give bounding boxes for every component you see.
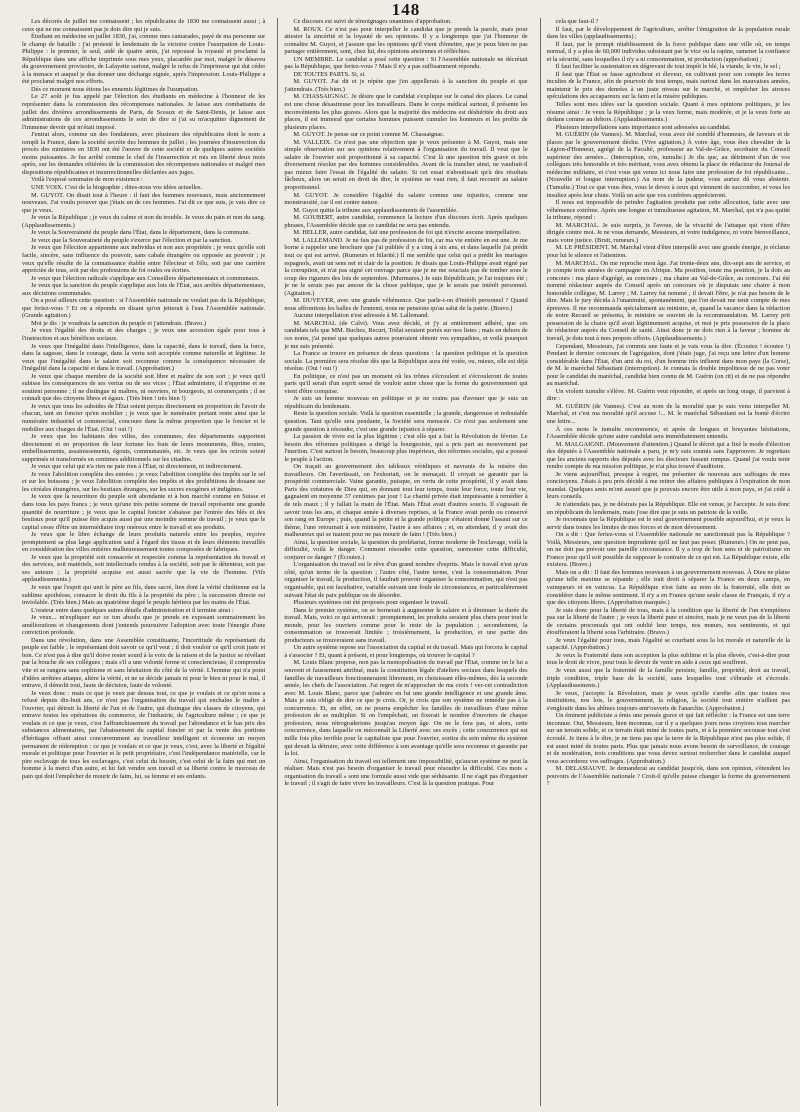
paragraph: Voilà l'exposé sommaire de mon existence : bbox=[31, 176, 143, 184]
paragraph: Je veux que les habitants des villes, des communes, des départements supportent directement et en proportion de leur fortune les frais de leurs monuments, fêtes, routes, embellissements, assainissements, égouts, communautés, etc. Je veux que les octrois soient supprimés et transformés en centimes additionnels sur les citadins. bbox=[22, 433, 266, 463]
paragraph: L'organisation du travail est le rêve d'un grand nombre d'esprits. Mais le travail n'est qu'un côté, qu'un terme de la question ; l'autre côté, l'autre terme, c'est la consommation. Pour organiser le travail, la production, il faudrait pouvoir organiser la consommation, qui n'est pas organisable, qui est facultative, variable suivant une foule de circonstances, et particulièrement suivant l'état de paix publique ou de désordre. bbox=[284, 561, 528, 599]
paragraph: Je veux que l'élection appartienne aux individus et non aux propriétés ; je veux qu'elle soit facile, sincère, sans influence du pouvoir, sans cabale étrangère ou opposée au pouvoir ; je veux qu'elle résulte de la connaissance établie entre l'électeur et l'élu, soit par une carrière appréciée de tous, soit par des professions de foi orales ou écrites. bbox=[22, 244, 266, 275]
paragraph: Je veux que l'esprit qui unit le père au fils, dans sacré, lien dont la vérité chrétienne est la sublime apothéose, consacre le droit du fils à la propriété du père ; la succession directe est inviolable. (Très bien.) Mais au quatrième degré le peuple héritera par les mains de l'État. bbox=[22, 584, 266, 607]
paragraph: Je veux que celui qui n'a rien ne paie rien à l'État, ni directement, ni indirectement. bbox=[31, 463, 243, 471]
paragraph: M. ROUX. Ce n'est pas pour interpeller le candidat que je prends la parole, mais pour attester la sincérité et la loyauté de ses opinions. Il y a longtemps que j'ai l'honneur de connaître M. Guyot, et j'assure que les opinions qu'il vient d'émettre, que je peux bien ne pas partager entièrement, sont, chez lui, des opinions anciennes et réfléchies. bbox=[284, 25, 528, 56]
text-columns bbox=[22, 18, 790, 1106]
paragraph: UNE VOIX. C'est de la biographie ; dites-nous vos idées actuelles. bbox=[31, 184, 203, 192]
paragraph: Je veux que tous les subsides de l'État soient perçus directement en proportion de l'avoir de chacun, tant en foncier qu'en mobilier ; je veux que le numéraire portant rente ainsi que le numéraire industriel et commercial, concoure dans la même proportion que le foncier et le mobilier aux charges de l'État. (Oui ! oui !) bbox=[22, 402, 266, 433]
paragraph: M. GUÉRIN (de Vannes). C'est au nom de la moralité que je suis venu interpeller M. Marchal, et c'est ma moralité qu'il accuse !... M. le maréchal Sébastiani est la bonté d'écrire une lettre... bbox=[546, 402, 790, 425]
paragraph: M. CHASSAIGNAC. Je désire que le candidat s'explique sur le canal des places. Le canal est une chose désastreuse pour les travailleurs. Dans le corps médical surtout, il présente les inconvénients les plus graves. Alors que la majorité des médecins est déshéritée du droit aux places, il est immoral que certains hommes puissent cumuler les honneurs et les profits de plusieurs places. bbox=[284, 93, 528, 131]
paragraph: Je veux l'abolition complète des entrées ; je veux l'abolition complète des impôts sur le sel et sur les boissons ; je veux l'abolition complète des impôts et des prohibitions de douane sur les céréales étrangères, sur les bestiaux étrangers, sur les sucres exogènes et indigènes. bbox=[22, 470, 266, 493]
column-right bbox=[540, 18, 790, 1106]
paragraph: Je veux la République ; je veux du calme et non du trouble. Je veux du pain et non du sang. (Applaudissements.) bbox=[22, 214, 266, 229]
paragraph: Je suis un homme nouveau en politique et je ne crains pas d'avouer que je suis un républicain du lendemain. bbox=[284, 395, 528, 410]
paragraph: Il faut que l'État se fasse agriculteur et éleveur, en cultivant pour son compte les terres incultes de la France, afin de pourvoir de tout temps, mais surtout dans les mauvaises années, maintenir le prix des denrées à un juste niveau sur le marché, et empêcher les atroces spéculations des accapareurs sur la faim et la misère publiques. bbox=[546, 70, 790, 101]
paragraph: La passion de vivre est la plus légitime ; c'est elle qui a fait la Révolution de février. Le besoin des réformes politiques a dirigé la bourgeoisie, qui a pris part au mouvement par l'inertion. C'est surtout le besoin, beaucoup plus impérieux, des réformes sociales, qui a poussé le peuple à l'action. bbox=[284, 433, 528, 463]
paragraph: M. GUYOT. Je pense sur ce point comme M. Chassaignac. bbox=[293, 131, 445, 139]
paragraph: M. HELLER, autre candidat, fait une profession de foi qui n'excite aucune interpellation. bbox=[293, 229, 521, 237]
page-number: 148 bbox=[391, 0, 421, 19]
paragraph: M. MARCHAL (de Calvi). Vous avez décidé, et j'y ai entièrement adhéré, que ces candidats tels que MM. Buchez, Recurt, Trélat seraient portés sur nos listes ; mais en dehors de ces noms, j'ai pensé que quelques autres pourraient obtenir vos sympathies, et voilà pourquoi je me suis présenté. bbox=[284, 319, 528, 350]
paragraph: Ainsi, l'organisation du travail est tellement une impossibilité, qu'aucun système ne peut la réaliser. Mais n'est pas besoin d'organiser le travail pour résoudre la difficulté. Ces mots « organisation du travail » sont une formule aussi vide que séduisante. Il ne s'agit pas d'organiser le travail ; il s'agit de faire vivre les travailleurs. C'est là la question pratique. Pour bbox=[284, 757, 528, 788]
paragraph: Cependant, Messieurs, j'ai commis une faute et je vais vous la dire. (Écoutez ! écoutez !) Pendant le dernier concours de l'agrégation, dont j'étais juge, j'ai reçu une lettre d'un homme considérable dans l'État, d'un ami du roi, d'un homme très influent dans mon pays (la Corse), de M. le maréchal Sébastiani (interruption). Je connais la double impolitesse de ne pas voter pour le candidat du maréchal, candidat bien connu de M. Guérin (on rit) et de ne pas répondre au maréchal. bbox=[546, 342, 790, 388]
paragraph: Je veux la Fraternité dans son acception la plus sublime et la plus élevée, c'est-à-dire pour tous le droit de vivre, pour tous le devoir de venir en aide à ceux qui souffrent. bbox=[546, 651, 790, 667]
paragraph: M. GOUBERT, autre candidat, commence la lecture d'un discours écrit. Après quelques phrases, l'Assemblée décide que ce candidat ne sera pas entendu. bbox=[284, 214, 528, 229]
paragraph: Je veux que la nourriture du peuple soit abondante et à bon marché comme en Suisse et dans tous les pays francs ; je veux qu'une très petite somme de travail représente une grande quantité de nourriture ; je veux que le capital foncier s'abaisse par l'entrée des blés et des bestiaux pour qu'il puisse être acquis aussi par une moindre somme de travail ; je veux que le capital cesse d'être un intermédiaire trop onéreux entre le travail et ses produits. bbox=[22, 493, 266, 531]
paragraph: M. GUÉRIN (de Vannes). M. Marchal, vous avez été comblé d'honneurs, de faveurs et de places par le gouvernement déchu. (Vive agitation.) À votre âge, vous êtes chevalier de la Légion-d'Honneur, agrégé de la Faculté, professeur au Val-de-Grâce, secrétaire du Conseil supérieur des armées... (Interruption, cris, tumulte.) Je dis que, au détriment d'un de vos collègues très honorable et très méritant, vous avez obtenu la place de rédacteur du Journal de médecine militaire, et c'est vous qui venez ici nous faire une profession de foi républicaine... (Nouvelle et longue interruption.) Au nom de la pudeur, vous auriez dû vous abstenir. (Tumulte.) Tout ce que vous êtes, vous le devez à ceux qui viennent de succomber, et vous les insultez après leur chute. Voilà un acte que vos confrères apprécieront. bbox=[546, 131, 790, 199]
paragraph: Il faut, par le prompt rétablissement de la force publique dans une ville où, en temps normal, il y a plus de 60,000 individus subsistant par le vice ou la rapine, ramener la confiance et la sécurité, sans lesquelles il n'y a ni consommation, ni production (approbation) ; bbox=[546, 40, 790, 63]
paragraph: Ce discours est suivi de témoignages unanimes d'approbation. bbox=[293, 18, 452, 25]
paragraph: Un autre système repose sur l'association du capital et du travail. Mais qui forcera le capital à s'associer ? Et, quant à présent, et pour longtemps, où trouver le capital ? bbox=[284, 644, 528, 659]
paragraph: M. GUYOT. J'ai dit et je répète que j'en appellerais à la sanction du peuple et que j'attendrais. (Très bien.) bbox=[284, 78, 528, 93]
paragraph: Je veux que l'inégalité dans l'intelligence, dans la capacité, dans le travail, dans la force, dans la sagesse, dans le courage, dans la vertu soit acceptée comme naturelle et légitime. Je veux que l'inégalité dans le salaire soit reconnue comme la conséquence nécessaire de l'inégalité dans la capacité et dans le travail. (Approbation.) bbox=[22, 342, 266, 373]
paragraph: M. LALLEMAND. Je ne fais pas de profession de foi, car ma vie entière en est une. Je me borne à rappeler une brochure que j'ai publiée il y a cinq à six ans, et dans laquelle j'ai prédit tout ce qui est arrivé. (Rumeurs et hilarité.) Il me semble que celui qui a prédit les mariages espagnols, avait un sens net et clair de la position. Je disais que Louis-Philippe avait régné par la corruption, et n'ai pas signé cet ouvrage parce que je ne me souciais pas de tomber sous le coup des rigueurs des lois de septembre. (Murmures.) Je suis Républicain, je l'ai toujours été ; je ne le serais pas par amour de la chose publique, que je le serais par intérêt personnel. (Agitation.) bbox=[284, 236, 528, 297]
paragraph: Étudiant en médecine en juillet 1830, j'ai, comme mes camarades, payé de ma personne sur le champ de bataille : j'ai protesté le lendemain de la victoire contre l'usurpation de Louis-Philippe : le premier, le seul, aidé de quatre amis, j'ai repoussé la royauté et proclamé la République dans une affiche imprimée sous mes yeux, placardée par moi, malgré le désaveu du gouvernement provisoire, de Lafayette surtout, malgré le refus de l'imprimeur qui dut céder à la menace et auquel je dus donner une décharge signée, après l'impression. Louis-Philippe a été proclamé malgré nos efforts. bbox=[22, 33, 266, 86]
paragraph: DE TOUTES PARTS. Si, si. bbox=[293, 70, 366, 78]
column-left bbox=[22, 18, 265, 1106]
paragraph: Aucune interpellation n'est adressée à M. Lallemand. bbox=[293, 312, 429, 320]
paragraph: Un éminent publiciste a émis une pensée grave et qui fait réfléchir : la France est une terre inconnue. Oui, Messieurs, bien inconnue, car il y a quelques jours nous croyions tous marcher sur un terrain solide, et ce terrain était miné de toutes parts, et à la première secousse tout s'est écroulé. Je tiens à le dire, je ne tiens pas que la terre de la République n'est pas plus solide, il est aussi miné de toutes parts. Plus que jamais nous avons besoin de surveillance, de courage et de modération, trois conditions que vous devez surtout rechercher dans le candidat auquel vous accorderez vos suffrages. (Approbation.) bbox=[546, 712, 790, 765]
paragraph: M. MARCHAL. Je suis surpris, je l'avoue, de la vivacité de l'attaque qui vient d'être dirigée contre moi. Je ne vous demande, Messieurs, ni votre indulgence, ni votre bienveillance, mais votre justice. (Bruit, rumeurs.) bbox=[546, 221, 790, 244]
paragraph: Il faut faciliter la sustentation en dégrevant de tout impôt le blé, la viande, le vin, le sel ; bbox=[555, 63, 781, 71]
paragraph: Je viens aujourd'hui, presque à regret, me présenter de nouveau aux suffrages de mes concitoyens. J'étais à peu près décidé à me retirer des affaires publiques à l'expiration de mon mandat. Quelques amis m'ont assuré que je pouvais encore être utile à mon pays, et j'ai cédé à leurs conseils. bbox=[546, 470, 790, 501]
paragraph: Je veux que l'élection radicale s'applique aux Conseillers départementaux et communaux. bbox=[31, 274, 260, 282]
paragraph: L'orateur entre dans quelques autres détails d'administration et il termine ainsi : bbox=[31, 606, 234, 614]
paragraph: J'entrai alors, comme un des fondateurs, avec plusieurs des républicains dont le nom a rempli la France, dans la société secrète des hommes de juillet ; les journées d'insurrection du procès des ministres en 1830 ont été l'œuvre de cette société et de quelques autres sociétés moins puissantes. Je fus arrêté comme le chef de l'insurrection et mis en liberté deux mois après, sur les demandes réitérées de la commission des récompenses nationales et malgré mes dispositions républicaines et insurrectionnelles déclarées aux juges. bbox=[22, 131, 266, 176]
paragraph: M. MALGAIGNE. (Mouvement d'attention.) Quand le décret qui a fixé le mode d'élection des députés à l'Assemblée nationale a paru, je m'y suis soumis sans l'approuver. Je regrettais que les anciens rapports des députés avec les électeurs fussent rompus. Quand j'ai voulu tenir rendre compte de ma mission politique, je n'ai plus trouvé d'auditoire. bbox=[546, 440, 790, 471]
paragraph: Telles sont mes idées sur la question sociale. Quant à mes opinions politiques, je les résume ainsi : Je veux la République ; je la veux ferme, mais modérée, et je la veux forte au dedans comme au dehors. (Applaudissements.) bbox=[546, 101, 790, 124]
paragraph: Plusieurs interpellations sans importance sont adressées au candidat. bbox=[555, 123, 731, 131]
column-middle bbox=[277, 18, 527, 1106]
paragraph: Je veux que le libre échange de leurs produits naturels entre les peuples, reçoive promptement sa plus large application sauf à l'égard des tissus et de leurs éléments travaillés en considération des villes entières malheureusement toutes composées de fabriques. bbox=[22, 531, 266, 554]
paragraph: Mais on a dit : Il faut des hommes nouveaux à un gouvernement nouveau. À Dieu ne plaise qu'une telle maxime se répande ; elle irait droit à séparer la France en deux camps, en vainqueurs et en vaincus. La République n'est faite au nom de la fraternité, elle doit se considérer dans le même sentiment. Il n'y a en France qu'une seule classe de Français, il n'y a que des citoyens libres. (Approbation marquée.) bbox=[546, 568, 790, 607]
paragraph: M. VALLEIX. Ce n'est pas une objection que je veux présenter à M. Guyot, mais une simple observation sur ses opinions relativement à l'organisation du travail. Il veut que le salaire de l'ouvrier soit proportionné à sa capacité. C'est là une question très grave et très diversement résolue par des hommes considérables. Avant de la trancher ainsi, ne vaudrait-il pas mieux faire l'essai de l'égalité du salaire. Si cet essai n'aboutissait qu'à des résultats fâcheux, alors on serait en droit de dire, le système ne vaut rien, il faut recourir au salaire proportionnel. bbox=[284, 138, 528, 192]
paragraph: M. DELASIAUVE. Je demanderai au candidat jusqu'où, dans son opinion, s'étendent les pouvoirs de l'Assemblée nationale ? Croit-il qu'elle puisse changer la forme du gouvernement ? bbox=[546, 765, 790, 788]
paragraph: cela que faut-il ? bbox=[555, 18, 599, 25]
paragraph: Je veux, j'accepte la Révolution, mais je veux qu'elle s'arrête afin que toutes nos institutions, nos lois, le gouvernement, la religion, la société tout entière n'aillent pas s'engloutir dans les abîmes toujours entr'ouverts de l'anarchie. (Approbation.) bbox=[546, 689, 790, 712]
paragraph: Je veux aussi que la fraternité de la famille persiste, famille, propriété, droit au travail, triple condition, triple base de la société, sans lesquelles tout s'ébranle et s'écroule. (Applaudissements.) bbox=[546, 667, 790, 690]
paragraph: Je veux l'égalité des droits et des charges ; je veux une accession égale pour tous à l'instruction et aux bénéfices sociaux. bbox=[22, 327, 266, 342]
paragraph: Dans une révolution, dans une Assemblée constituante, l'incertitude du représentant du peuple est faible ; le représentant doit savoir ce qu'il veut ; il doit vouloir ce qu'il croit juste et bon. Ce n'est pas à dire qu'il doive rester sourd à la voix de la raison et de la justice se révélant par la bouche de ses collègues ; mais s'il a une volonté ferme et consciencieuse, il comprendra vite et se rangera sans sophisme et sans hésitation du côté de la vérité. L'homme qui n'a point d'idées arrêtées attaque, altère la vérité, et ne se décide jamais ni pour le bien ni pour le mal, il entrave, il démolit tout, faute de décision, faute de volonté. bbox=[22, 636, 266, 690]
paragraph: Un violent tumulte s'élève. M. Guérin veut répondre, et après un long orage, il parvient à dire : bbox=[546, 387, 790, 403]
paragraph: M. GUYOT. On disait tout à l'heure : il faut des hommes nouveaux, mais anciennement nouveaux. J'ai voulu prouver que j'étais un de ces hommes. J'ai dit ce que suis, je vais dire ce que je veux. bbox=[22, 191, 266, 214]
paragraph: UN MEMBRE. Le candidat a posé cette question : Si l'Assemblée nationale ne décrétait pas la République, que feriez-vous ? Mais il n'y a pas suffisamment répondu. bbox=[284, 55, 528, 71]
paragraph: M. LE PRÉSIDENT. M. Marchal vient d'être interpellé avec une grande énergie, je réclame pour lui le silence et l'attention. bbox=[546, 244, 790, 259]
paragraph: Plusieurs systèmes ont été proposés pour organiser le travail. bbox=[293, 599, 449, 607]
paragraph: Je n'attendais pas, je ne désirais pas la République. Elle est venue, je l'accepte. Je suis donc un républicain du lendemain, mais j'ose dire que je suis un patriote de la veille. bbox=[546, 501, 790, 516]
paragraph: M. MARCHAL. On me reproche mon âge. J'ai trente-deux ans, dix-sept ans de service, et je compte trois années de campagne en Afrique. Ma position, toute ma position, je la dois au concours : ma place d'agrégé, au concours ; ma chaire au Val-de-Grâce, au concours. J'ai été nommé rédacteur auprès du Conseil après un concours où je disputais une chaire à mon honorable collègue, M. Larrey ; M. Larrey fut nommé ; il devait l'être, je n'ai pas besoin de le dire. Mais le jury décida à l'unanimité, spontanément, que l'on devait me tenir compte de mes épreuves. Il me recommanda spécialement au ministre, et, quand la vacance dans la rédaction de notre Recueil se présenta, le ministre se souvint de la recommandation. M. Larrey prit possession de la chaire qu'il avait légitimement acquise, et moi je pris possession de la place de rédacteur auprès du Conseil de santé. Ainsi donc je ne dois rien à la faveur ; homme de travail, je dois tout à mes propres efforts. (Applaudissements.) bbox=[546, 259, 790, 342]
paragraph: Il faut, par le développement de l'agriculture, arrêter l'émigration de la population rurale dans les villes (applaudissements) ; bbox=[546, 25, 790, 41]
paragraph: M. GUYOT. Je considère l'égalité du salaire comme une injustice, comme une monstruosité, car il est contre nature. bbox=[284, 191, 528, 207]
paragraph: À ces mots le tumulte recommence, et après de longues et bruyantes hésitations, l'Assemblée décide qu'une autre candidat sera immédiatement entendu. bbox=[546, 425, 790, 441]
paragraph: M. Guyot quitte la tribune aux applaudissements de l'assemblée. bbox=[293, 206, 458, 214]
paragraph: On a posé ailleurs cette question : si l'Assemblée nationale ne voulait pas de la République, que feriez-vous ? Et on a répondu en disant qu'on jetterait à l'eau l'Assemblée nationale. (Grande agitation.) bbox=[22, 297, 266, 320]
paragraph: Je veux que la sanction du peuple s'applique aux lois de l'État, aux arrêtés départementaux, aux décisions communales. bbox=[22, 282, 266, 297]
paragraph: On a dit : Que feriez-vous si l'Assemblée nationale ne sanctionnait pas la République ? Voilà, Messieurs, une question imprudente qu'il ne faut pas poser. (Rumeurs.) On ne peut pas, on ne doit pas prévoir une pareille circonstance. Il y a trop de bon sens et de patriotisme en France pour qu'il soit possible de supposer le contraire de ce qui est. La République existe, elle existera. (Bravo.) bbox=[546, 531, 790, 569]
paragraph: On traçait au gouvernement des tableaux véridiques et navrants de la misère des travailleurs. On l'avertissait, on l'exhortait, on le menaçait. Il croyait se garantir par la prospérité commerciale. Vaine garantie, puisque, en vertu de cette prospérité, il y avait dans Paris des créatures de Dieu qui, en donnant tout leur temps, toute leur force, toute leur vie, gagnaient en moyenne 37 centimes par jour ! La charité privée était impuissante à remédier à de tels maux ; il y fallait la main de l'État. Mais l'État avait d'autres soucis. Il s'agissait de savoir tous les ans, et chaque année à diverses reprises, si la France avait perdu ou conservé son rang en Europe ; puis, quand la petite et la grande politique s'étaient donné l'assaut sur ce thème, l'une retournait à son ministère, l'autre à ses affaires ; et, en attendant, il y avait des malheureux qui se tuaient pour ne pas mourir de faim ! (Très bien.) bbox=[284, 463, 528, 539]
paragraph: Les décorés de juillet me connaissent ; les républicains de 1830 me connaissent aussi ; à ceux qui ne me connaissent pas je dois dire qui je suis. bbox=[22, 18, 266, 33]
paragraph: M. DUVEYER, avec une grande véhémence. Que parle-t-on d'intérêt personnel ? Quand nous affrontions les balles de l'ennemi, nous ne pensions qu'au salut de la patrie. (Bravo.) bbox=[284, 297, 528, 312]
paragraph: Ainsi, la question sociale, la question du prolétariat, forme moderne de l'esclavage, voilà la difficulté, voilà le danger. Comment résoudre cette question, surmonter cette difficulté, conjurer ce danger ? (Écoutez.) bbox=[284, 538, 528, 561]
paragraph: Je veux... m'expliquer sur ce ton absolu que je prends en exposant sommairement les améliorations et changements dont j'entends poursuivre l'adoption avec toute l'énergie d'une conviction profonde. bbox=[22, 614, 266, 637]
paragraph: M. Louis Blanc propose, non pas la monopolisation du travail par l'État, comme on le lui a souvent et faussement attribué, mais la constitution légale d'ateliers sociaux dans lesquels des familles de travailleurs fonctionneraient librement, en choisissant elles-mêmes, dès la seconde année, les chefs de l'association. J'ai regret de m'approcher de ma croix ! ver-cet contradiction avec M. Louis Blanc, parce que j'admire en lui une grande intelligence et une grande âme. Mais je suis obligé de dire ce que je crois. Or, je crois que son système ne remédie pas à la concurrence. Et, en effet, on ne pourra empêcher les familles de travailleurs d'une même profession de se multiplier. Si on l'empêchait, on fixerait le nombre d'ouvriers de chaque profession, nous rétrograderions jusqu'au moyen âge. On ne le fera pas, et alors, cette concurrence, dans laquelle on méconnaît la Liberté avec ses excès ; cette concurrence qui est mille fois plus terrible pour le capitaliste que pour l'ouvrier, sortira du sein même du système qui devait la détruire, avec cette différence à son avantage qu'elle sera reconnue et garantie par la loi. bbox=[284, 659, 528, 758]
paragraph: Je veux donc : mais ce que je veux par dessus tout, ce que je voulais et ce qu'on nous a refusé depuis dix-huit ans, ce n'est pas l'organisation du travail qui enchaîne le maître à l'ouvrier, qui détruit la liberté de l'un et de l'autre, qui distingue des classes de citoyens, qui entrave toutes les opérations du commerce, de l'industrie, de l'agriculture même ; ce que je voulais et ce que je veux, c'est l'affranchissement du travail par l'abondance et le bas prix des substances alimentaires, par l'abaissement du capital foncier et par la vente des portions d'héritages offrant ainsi concurremment au travailleur intelligent et économe un moyen permanent de rédemption : ce que je voulais et ce que je veux, c'est, avec la liberté et l'égalité morale et politique pour l'ouvrier et le petit propriétaire, c'est l'indépendance matérielle, car le pire esclavage de tous les esclavages, c'est celui du besoin, c'est celui de la faim qui met un homme à la merci d'un autre, et lui fait vendre son travail et sa liberté contre le morceau de pain qui doit l'empêcher de mourir de faim, lui, sa femme et ses enfants. bbox=[22, 689, 266, 780]
paragraph: Je veux que chaque membre de la société soit libre et maître de son sort ; je veux qu'il subisse les conséquences de ses vertus ou de ses vices ; l'État administre, il n'opprime et ne soutient personne ; il ne distingue ni maîtres, ni ouvriers, ni bourgeois, ni commerçants ; il ne connaît que des citoyens libres et égaux. (Très bien ! très bien !) bbox=[22, 372, 266, 403]
paragraph: Moi je dis : je voudrais la sanction du peuple et j'attendrais. (Bravo.) bbox=[31, 319, 207, 327]
paragraph: Dès ce moment nous étions les ennemis légitimes de l'usurpation. bbox=[31, 85, 199, 93]
paragraph: Je veux que la Souveraineté du peuple s'exerce par l'élection et par la sanction. bbox=[31, 236, 233, 244]
paragraph: Je suis donc pour la liberté de tous, mais à la condition que la liberté de l'un n'empiètera pas sur la liberté de l'autre ; je veux la liberté pure et sincère, mais je ne veux pas de la liberté de certains proconsuls qui ont oublié leur temps, nos mœurs, nos sentiments, et qui étoufferaient la liberté sous l'arbitraire. (Bravo.) bbox=[546, 606, 790, 637]
paragraph: Il nous est impossible de peindre l'agitation produite par cette allocution, faite avec une véhémence extrême. Après une longue et tumultueuse agitation, M. Marchal, qui n'a pas quitté la tribune, répond : bbox=[546, 199, 790, 222]
paragraph: Reste la question sociale. Voilà la question essentielle ; la grande, dangereuse et redoutable question. Tant qu'elle sera pendante, la Société sera menacée. Ce n'est pas seulement une grande question à résoudre, c'est une grande injustice à réparer. bbox=[284, 410, 528, 433]
paragraph: La France se trouve en présence de deux questions : la question politique et la question sociale. La première sera résolue dès que la République aura été votée, ou, mieux, elle est déjà résolue. (Oui ! oui !) bbox=[284, 350, 528, 373]
paragraph: Je veux la Souveraineté du peuple dans l'État, dans le département, dans la commune. bbox=[31, 229, 251, 237]
paragraph: En politique, ce n'est pas un moment où les trônes s'écroulent et s'écrouleront de toutes parts qu'il serait d'un esprit sensé de vouloir autre chose que la forme du gouvernement qui vient d'être conquise. bbox=[284, 372, 528, 395]
paragraph: Je veux que la propriété soit consacrée et respectée comme la représentation du travail et des services, soit matériels, soit intellectuels rendus à la société, soit par le détenteur, soit par ses auteurs ; la propriété acquise est aussi sacrée que la vie de l'homme. (Vifs applaudissements.) bbox=[22, 553, 266, 584]
paragraph: Je veux l'égalité pour tous, mais l'égalité se courbant sous la loi morale et naturelle de la capacité. (Approbation.) bbox=[546, 636, 790, 652]
paragraph: Le 27 août je fus appelé par l'élection des étudiants en médecine à l'honneur de les représenter dans la commission des récompenses nationales. Je laisse aux combattants de juillet des divières arrondissements de Paris, de Sceaux et de Saint-Denis, je laisse aux administrations de ces arrondissements le soin de dire si j'ai su m'acquitter dignement de l'immense devoir qui m'était imposé. bbox=[22, 93, 266, 131]
paragraph: Je reconnais que la République est le seul gouvernement possible aujourd'hui, et je veux la servir dans toutes les limites de mes forces et de mon dévouement. bbox=[546, 516, 790, 531]
paragraph: Dans le premier système, on se bornerait à augmenter le salaire et à diminuer la durée du travail. Mais, voici ce qui arriverait : promptement, les produits seraient plus chers pour tout le monde, pour les ouvriers comme pour le reste de la population ; secondement, la consommation se trouverait limitée ; troisièmement, la production, et une partie des producteurs se trouveraient sans travail. bbox=[284, 606, 528, 644]
